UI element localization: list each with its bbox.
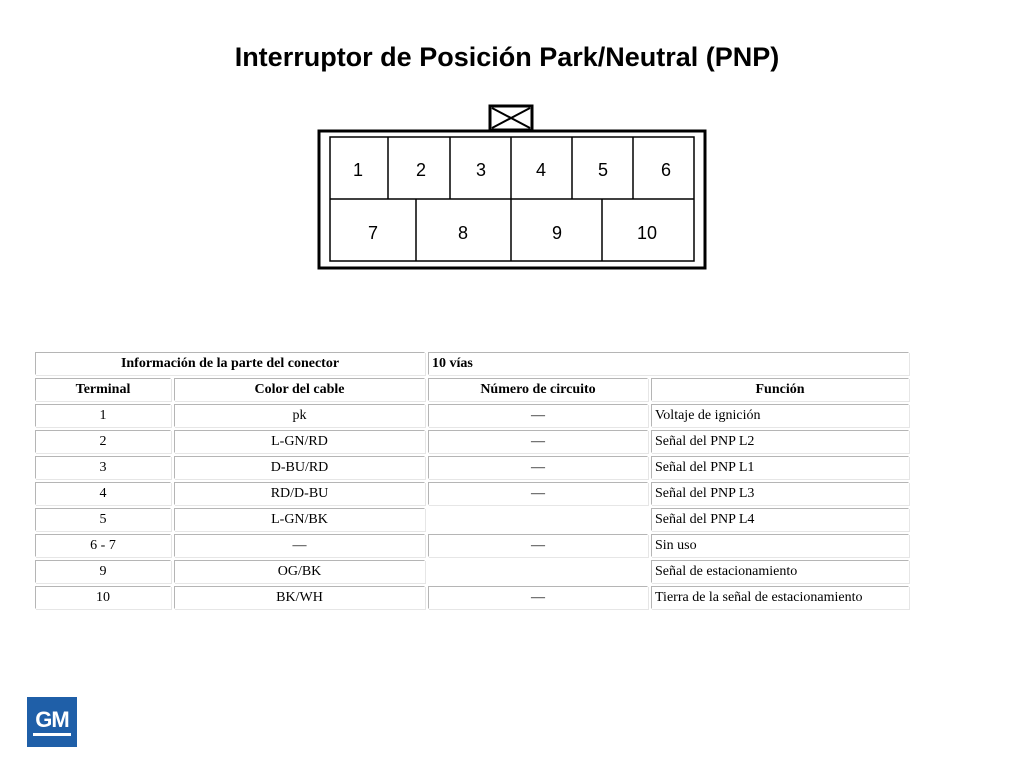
cell-function: Señal del PNP L2 [651, 430, 909, 453]
table-row [35, 404, 909, 427]
pin-10-label: 10 [636, 223, 658, 243]
cell-function: Tierra de la señal de estacionamiento [651, 586, 909, 609]
pin-7-label: 7 [367, 223, 379, 243]
cell-circuit-number [428, 560, 648, 583]
cell-terminal: 10 [35, 586, 171, 609]
pin-4-label: 4 [535, 160, 547, 180]
cell-function: Señal del PNP L4 [651, 508, 909, 531]
header-circuit-number: Número de circuito [428, 378, 648, 401]
connector-info-row [35, 352, 909, 375]
pin-1-label: 1 [352, 160, 364, 180]
connector-face-svg [316, 104, 710, 272]
connector-diagram [316, 104, 710, 272]
cell-terminal: 9 [35, 560, 171, 583]
cell-function: Señal de estacionamiento [651, 560, 909, 583]
pin-5-label: 5 [597, 160, 609, 180]
cell-circuit-number: — [428, 534, 648, 557]
cell-function: Señal del PNP L1 [651, 456, 909, 479]
table-row [35, 430, 909, 453]
cell-terminal: 2 [35, 430, 171, 453]
pin-8-label: 8 [457, 223, 469, 243]
cell-wire-color: BK/WH [174, 586, 425, 609]
pin-6-label: 6 [660, 160, 672, 180]
table-row [35, 482, 909, 505]
header-terminal: Terminal [35, 378, 171, 401]
header-wire-color: Color del cable [174, 378, 425, 401]
cell-wire-color: L-GN/RD [174, 430, 425, 453]
cell-wire-color: RD/D-BU [174, 482, 425, 505]
cell-function: Señal del PNP L3 [651, 482, 909, 505]
table-row [35, 560, 909, 583]
cell-terminal: 6 - 7 [35, 534, 171, 557]
table-row [35, 586, 909, 609]
cell-wire-color: — [174, 534, 425, 557]
cell-wire-color: pk [174, 404, 425, 427]
table-row [35, 508, 909, 531]
table-body [35, 404, 909, 609]
table-row [35, 456, 909, 479]
cell-wire-color: L-GN/BK [174, 508, 425, 531]
cell-terminal: 5 [35, 508, 171, 531]
cell-function: Sin uso [651, 534, 909, 557]
cell-circuit-number: — [428, 456, 648, 479]
table-header-row [35, 378, 909, 401]
connector-info-table [32, 349, 912, 612]
pin-9-label: 9 [551, 223, 563, 243]
connector-info-label: Información de la parte del conector [35, 352, 425, 375]
table-row [35, 534, 909, 557]
cell-terminal: 3 [35, 456, 171, 479]
pin-3-label: 3 [475, 160, 487, 180]
gm-logo [27, 697, 77, 747]
cell-terminal: 1 [35, 404, 171, 427]
cell-wire-color: D-BU/RD [174, 456, 425, 479]
page-title: Interruptor de Posición Park/Neutral (PNP) [234, 42, 780, 72]
connector-info-value: 10 vías [428, 352, 909, 375]
cell-circuit-number: — [428, 404, 648, 427]
cell-circuit-number: — [428, 482, 648, 505]
pin-2-label: 2 [415, 160, 427, 180]
cell-terminal: 4 [35, 482, 171, 505]
cell-circuit-number [428, 508, 648, 531]
cell-circuit-number: — [428, 430, 648, 453]
cell-wire-color: OG/BK [174, 560, 425, 583]
header-function: Función [651, 378, 909, 401]
gm-logo-text: GM [33, 709, 70, 736]
cell-function: Voltaje de ignición [651, 404, 909, 427]
cell-circuit-number: — [428, 586, 648, 609]
